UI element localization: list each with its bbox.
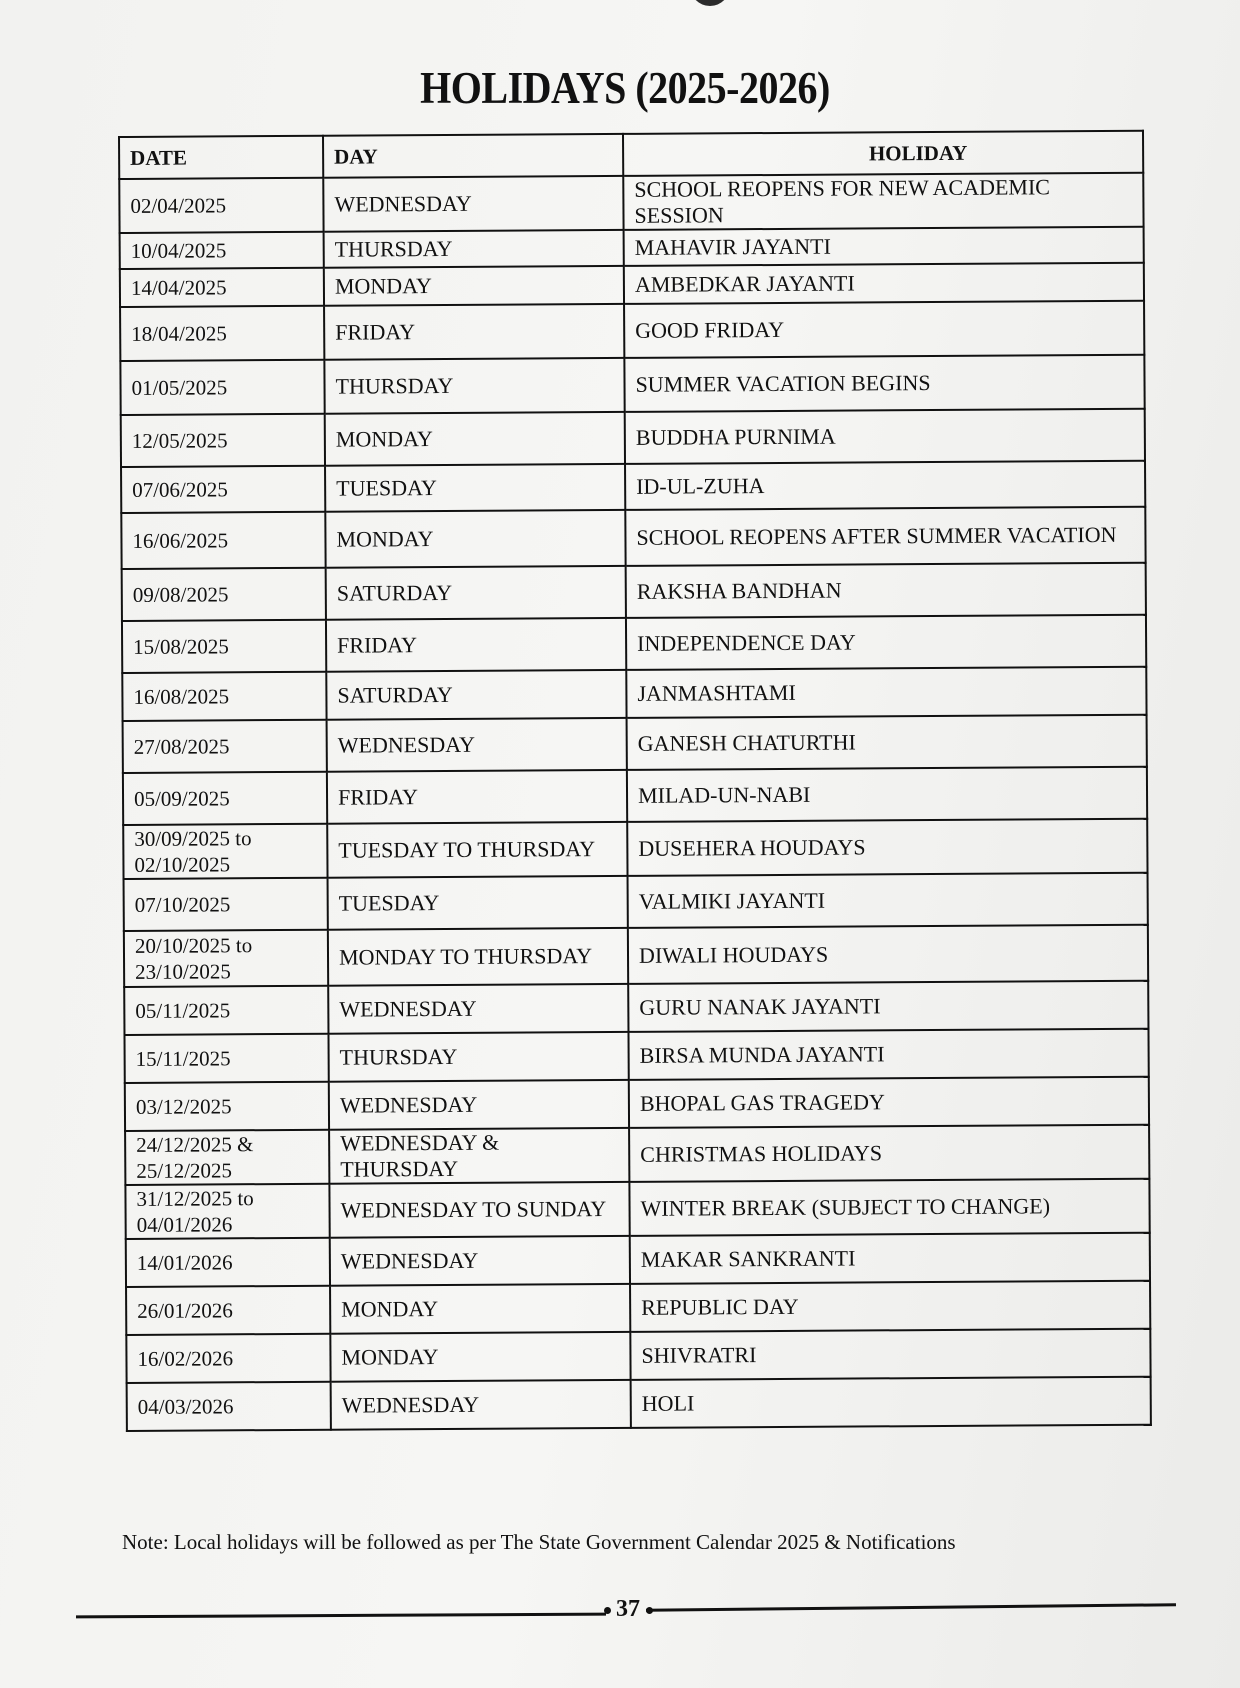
table-row (120, 263, 1144, 307)
table-row (121, 409, 1145, 467)
cell-day: MONDAY (330, 1332, 630, 1382)
footer-rule-left (76, 1613, 606, 1619)
table-row (120, 227, 1144, 269)
table-row (123, 767, 1147, 825)
cell-day: WEDNESDAY (331, 1380, 631, 1430)
column-header-date: DATE (119, 136, 323, 179)
cell-holiday: GANESH CHATURTHI (627, 715, 1147, 770)
cell-date: 18/04/2025 (120, 306, 324, 361)
cell-holiday: ID-UL-ZUHA (625, 461, 1145, 510)
cell-holiday: VALMIKI JAYANTI (628, 873, 1148, 928)
cell-holiday: HOLI (631, 1377, 1151, 1428)
table-row (121, 461, 1145, 513)
cell-holiday: SCHOOL REOPENS FOR NEW ACADEMIC SESSION (623, 173, 1143, 230)
table-row (123, 819, 1147, 879)
cell-holiday: SUMMER VACATION BEGINS (624, 355, 1144, 412)
page-number: 37 (616, 1596, 640, 1622)
cell-day: MONDAY (325, 510, 625, 568)
cell-date: 10/04/2025 (120, 232, 324, 269)
cell-date: 20/10/2025 to 23/10/2025 (124, 930, 328, 987)
cell-date: 14/04/2025 (120, 268, 324, 307)
cell-holiday: JANMASHTAMI (626, 667, 1146, 718)
cell-date: 31/12/2025 to 04/01/2026 (125, 1184, 329, 1239)
cell-holiday: DIWALI HOUDAYS (628, 925, 1148, 984)
table-row (119, 173, 1143, 233)
cell-holiday: AMBEDKAR JAYANTI (624, 263, 1144, 304)
cell-day: WEDNESDAY (323, 176, 623, 232)
table-row (124, 925, 1148, 987)
table-row (126, 1233, 1150, 1287)
cell-holiday: BUDDHA PURNIMA (625, 409, 1145, 464)
cell-day: WEDNESDAY (330, 1236, 630, 1286)
table-row (126, 1281, 1150, 1335)
cell-holiday: GOOD FRIDAY (624, 301, 1144, 358)
cell-date: 24/12/2025 & 25/12/2025 (125, 1130, 329, 1185)
cell-day: FRIDAY (327, 770, 627, 824)
cell-date: 15/08/2025 (122, 620, 326, 673)
table-body (119, 173, 1151, 1431)
cell-day: THURSDAY (324, 358, 624, 414)
cell-day: FRIDAY (324, 304, 624, 360)
cell-holiday: CHRISTMAS HOLIDAYS (629, 1125, 1149, 1182)
cell-day: MONDAY (324, 266, 624, 306)
table-row (127, 1377, 1151, 1431)
binding-mark (690, 0, 730, 6)
table-row (125, 1077, 1149, 1131)
cell-holiday: SHIVRATRI (630, 1329, 1150, 1380)
cell-date: 16/02/2026 (126, 1334, 330, 1383)
cell-date: 27/08/2025 (123, 720, 327, 773)
cell-day: THURSDAY (324, 230, 624, 268)
cell-day: TUESDAY (328, 876, 628, 930)
holiday-table (118, 130, 1152, 1432)
cell-holiday: GURU NANAK JAYANTI (628, 981, 1148, 1032)
cell-day: SATURDAY (326, 670, 626, 720)
cell-date: 30/09/2025 to 02/10/2025 (123, 824, 327, 879)
holiday-table-wrapper (118, 130, 1150, 1432)
cell-day: MONDAY (330, 1284, 630, 1334)
footnote: Note: Local holidays will be followed as per The State Government Calendar 2025 & Notifications (122, 1530, 956, 1554)
cell-holiday: BHOPAL GAS TRAGEDY (629, 1077, 1149, 1128)
cell-day: TUESDAY (325, 464, 625, 512)
cell-holiday: MILAD-UN-NABI (627, 767, 1147, 822)
table-header-row (119, 131, 1143, 179)
table-row (125, 1179, 1149, 1239)
cell-date: 03/12/2025 (125, 1082, 329, 1131)
table-row (122, 667, 1146, 721)
cell-holiday: RAKSHA BANDHAN (626, 563, 1146, 618)
cell-holiday: INDEPENDENCE DAY (626, 615, 1146, 670)
cell-day: SATURDAY (326, 566, 626, 620)
cell-date: 04/03/2026 (127, 1382, 331, 1431)
cell-holiday: MAKAR SANKRANTI (630, 1233, 1150, 1284)
table-row (121, 507, 1145, 569)
cell-day: WEDNESDAY (327, 718, 627, 772)
table-row (124, 873, 1148, 931)
footer-rule-right (646, 1603, 1176, 1612)
cell-day: WEDNESDAY TO SUNDAY (329, 1182, 629, 1238)
table-row (126, 1329, 1150, 1383)
cell-day: WEDNESDAY (329, 1080, 629, 1130)
cell-holiday: MAHAVIR JAYANTI (624, 227, 1144, 266)
cell-date: 07/10/2025 (124, 878, 328, 931)
cell-date: 07/06/2025 (121, 466, 325, 513)
cell-date: 02/04/2025 (119, 178, 323, 233)
table-row (120, 355, 1144, 415)
cell-day: TUESDAY TO THURSDAY (327, 822, 627, 878)
cell-date: 05/09/2025 (123, 772, 327, 825)
cell-day: WEDNESDAY & THURSDAY (329, 1128, 629, 1184)
table-row (123, 715, 1147, 773)
cell-day: FRIDAY (326, 618, 626, 672)
cell-date: 16/06/2025 (121, 512, 325, 569)
cell-date: 26/01/2026 (126, 1286, 330, 1335)
cell-holiday: WINTER BREAK (SUBJECT TO CHANGE) (629, 1179, 1149, 1236)
cell-date: 15/11/2025 (124, 1034, 328, 1083)
cell-date: 01/05/2025 (120, 360, 324, 415)
cell-date: 09/08/2025 (122, 568, 326, 621)
cell-date: 05/11/2025 (124, 986, 328, 1035)
table-row (124, 1029, 1148, 1083)
cell-date: 14/01/2026 (126, 1238, 330, 1287)
cell-holiday: BIRSA MUNDA JAYANTI (628, 1029, 1148, 1080)
cell-holiday: SCHOOL REOPENS AFTER SUMMER VACATION (625, 507, 1145, 566)
cell-day: WEDNESDAY (328, 984, 628, 1034)
table-row (122, 563, 1146, 621)
table-row (120, 301, 1144, 361)
table-row (125, 1125, 1149, 1185)
cell-date: 12/05/2025 (121, 414, 325, 467)
cell-day: MONDAY TO THURSDAY (328, 928, 628, 986)
cell-holiday: REPUBLIC DAY (630, 1281, 1150, 1332)
cell-date: 16/08/2025 (122, 672, 326, 721)
cell-day: THURSDAY (328, 1032, 628, 1082)
column-header-day: DAY (323, 134, 623, 178)
cell-day: MONDAY (325, 412, 625, 466)
cell-holiday: DUSEHERA HOUDAYS (627, 819, 1147, 876)
table-row (124, 981, 1148, 1035)
table-row (122, 615, 1146, 673)
column-header-holiday: HOLIDAY (623, 131, 1143, 176)
page-title: HOLIDAYS (2025-2026) (420, 61, 830, 114)
